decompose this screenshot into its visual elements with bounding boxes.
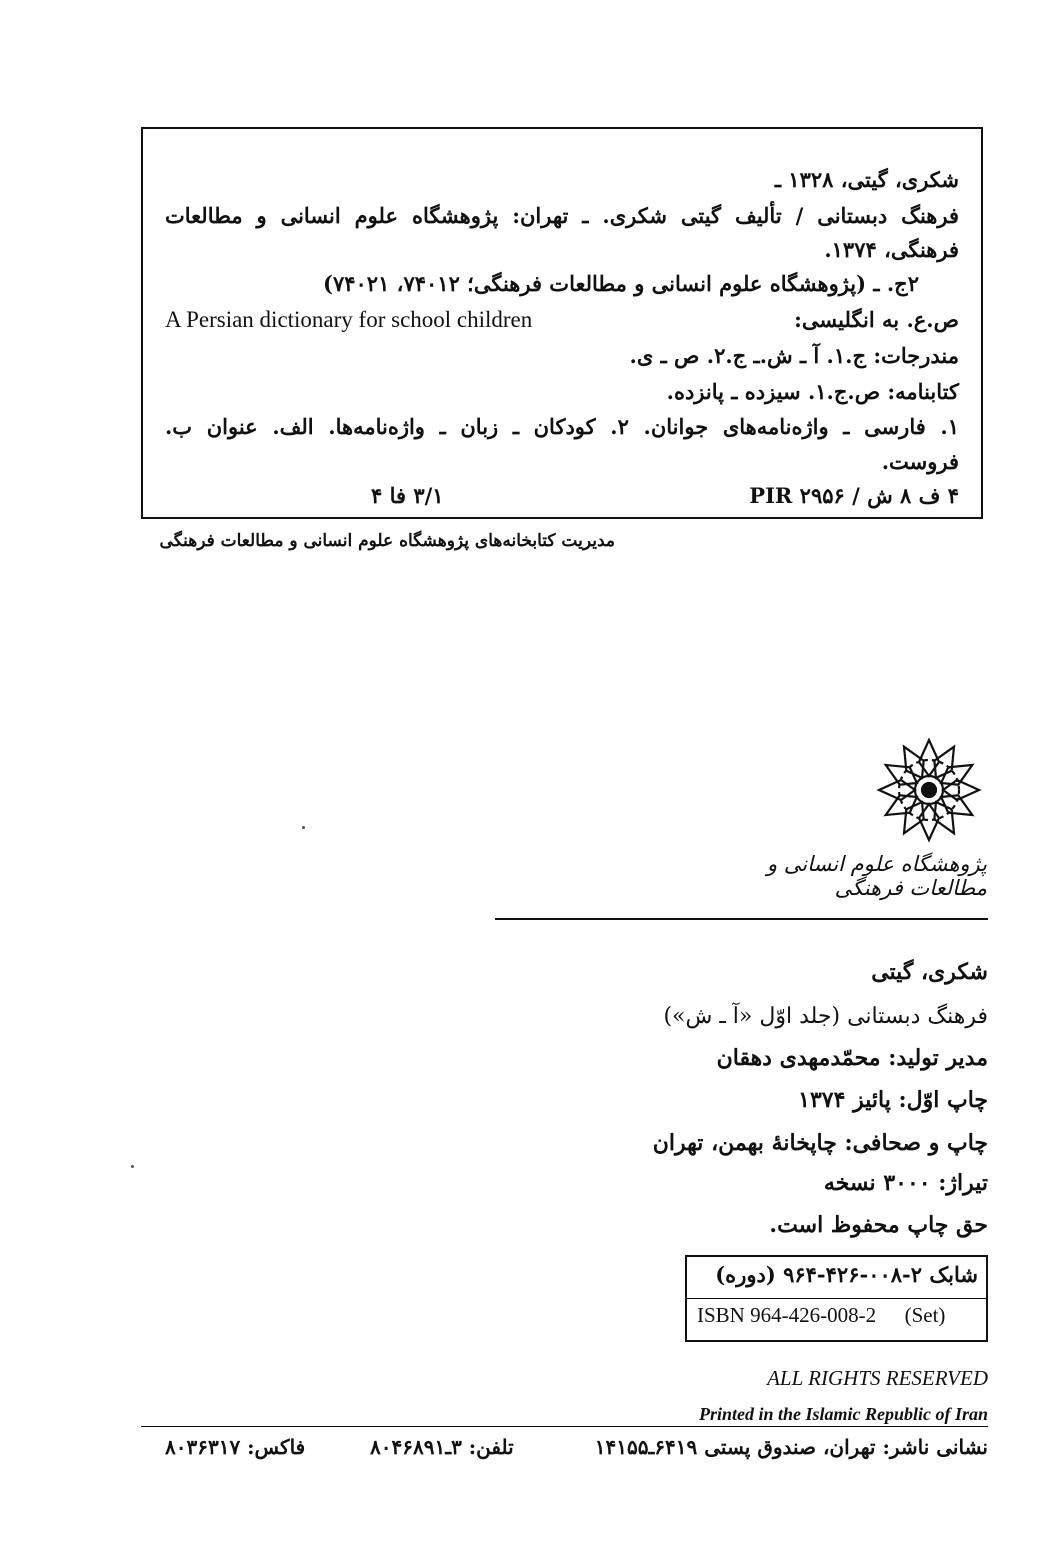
isbn-english xyxy=(697,1303,945,1328)
catalog-card xyxy=(141,127,983,519)
info-printing: چاپ و صحافی: چاپخانهٔ بهمن، تهران xyxy=(652,1130,988,1156)
institute-logo-icon xyxy=(871,732,987,848)
footer-phone: تلفن: ۳ـ۸۰۴۶۸۹۱ xyxy=(370,1435,514,1459)
info-copyright: حق چاپ محفوظ است. xyxy=(769,1212,988,1238)
scan-speck xyxy=(302,826,305,829)
isbn-divider xyxy=(687,1298,986,1299)
info-circulation: تیراژ: ۳۰۰۰ نسخه xyxy=(823,1170,988,1196)
catalog-subjects-line: ۱. فارسی ـ واژه‌نامه‌های جوانان. ۲. کودکان ـ زبان ـ واژه‌نامه‌ها. الف. عنوان ب. xyxy=(165,414,959,439)
printed-in-iran: Printed in the Islamic Republic of Iran xyxy=(698,1404,988,1424)
isbn-box xyxy=(685,1255,988,1342)
catalog-bibliography-line: کتابنامه: ص.ج.۱. سیزده ـ پانزده. xyxy=(666,379,959,404)
isbn-set-label: (Set) xyxy=(904,1303,946,1327)
institute-name: پژوهشگاه علوم انسانی و مطالعات فرهنگی xyxy=(766,852,987,900)
scan-speck xyxy=(131,1165,134,1168)
catalog-title-line: فرهنگ دبستانی / تألیف گیتی شکری. ـ تهران: پژوهشگاه علوم انسانی و مطالعات xyxy=(165,203,959,228)
isbn-number: ISBN 964-426-008-2 xyxy=(697,1303,877,1327)
divider-top xyxy=(495,918,988,920)
library-note: مدیریت کتابخانه‌های پژوهشگاه علوم انسانی و مطالعات فرهنگی xyxy=(159,531,615,551)
footer-fax: فاکس: ۸۰۳۶۳۱۷ xyxy=(165,1435,306,1459)
footer-address: نشانی ناشر: تهران، صندوق پستی ۶۴۱۹ـ۱۴۱۵۵ xyxy=(594,1435,988,1459)
info-first-edition: چاپ اوّل: پائیز ۱۳۷۴ xyxy=(798,1087,988,1113)
catalog-contents-line: مندرجات: ج.۱. آ ـ ش.ـ ج.۲. ص ـ ی. xyxy=(629,343,959,368)
isbn-persian: شابک ۲-۰۰۸-۴۲۶-۹۶۴ (دوره) xyxy=(715,1262,978,1287)
info-author: شکری، گیتی xyxy=(871,959,988,985)
catalog-english-title: A Persian dictionary for school children xyxy=(165,307,533,332)
catalog-publisher-line: فرهنگی، ۱۳۷۴. xyxy=(824,237,959,262)
all-rights-reserved: ALL RIGHTS RESERVED xyxy=(767,1366,988,1390)
divider-footer xyxy=(141,1426,988,1427)
catalog-series-line: ۲ج. ـ (پژوهشگاه علوم انسانی و مطالعات فرهنگی؛ ۷۴۰۱۲، ۷۴۰۲۱) xyxy=(323,271,919,296)
catalog-english-label: ص.ع. به انگلیسی: xyxy=(794,307,959,332)
info-title: فرهنگ دبستانی (جلد اوّل «آ ـ ش») xyxy=(663,1004,988,1029)
info-production-manager: مدیر تولید: محمّدمهدی دهقان xyxy=(716,1045,988,1071)
catalog-series-note: فروست. xyxy=(881,449,959,474)
catalog-classmark-right: ۳/۱ فا ۴ xyxy=(371,483,444,508)
catalog-author-line: شکری، گیتی، ۱۳۲۸ ـ xyxy=(774,167,959,192)
catalog-classmark-left: ۴ ف ۸ ش / PIR ۲۹۵۶ xyxy=(749,483,959,508)
